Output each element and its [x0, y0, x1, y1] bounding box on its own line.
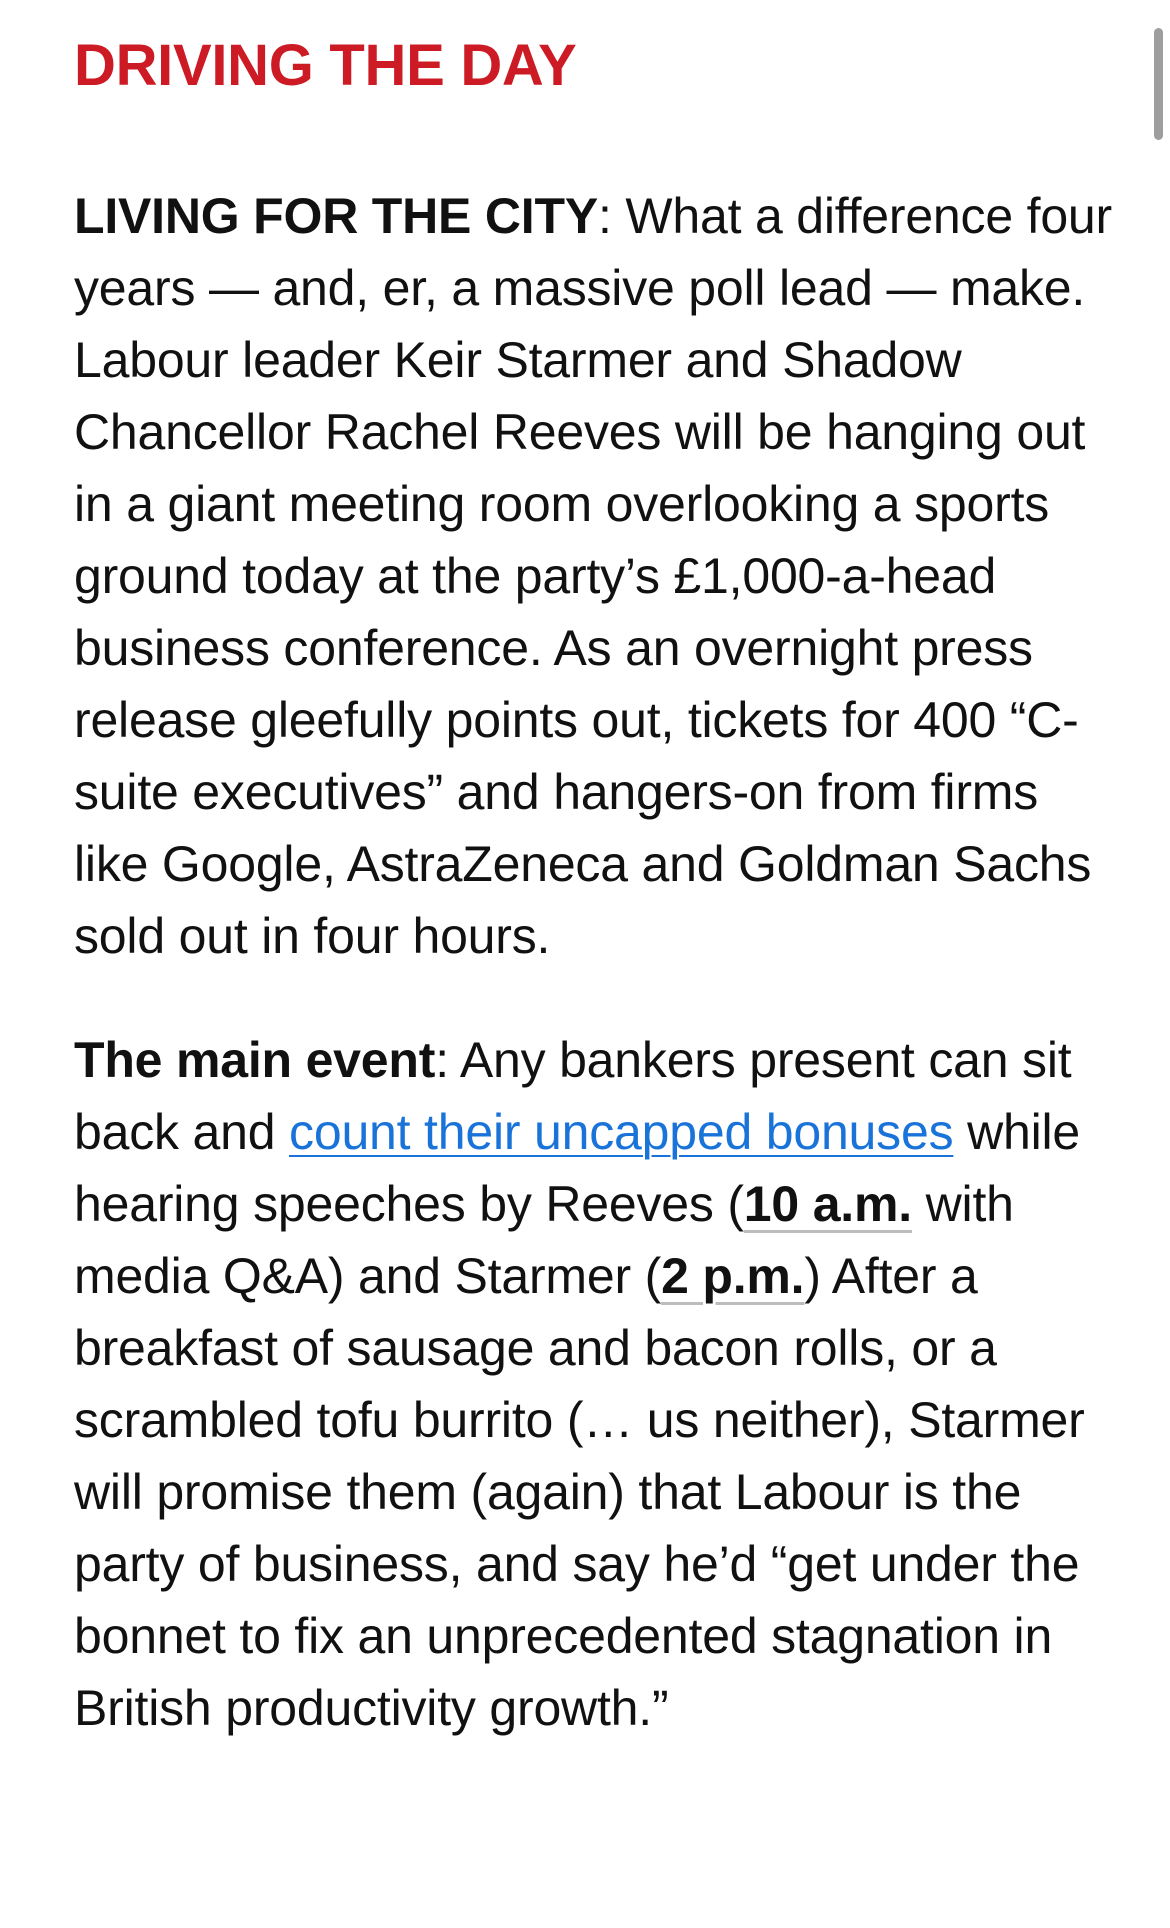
paragraph-living-for-the-city: [74, 180, 1114, 972]
paragraph-lead: The main event: [74, 1032, 436, 1088]
paragraph-main-event: [74, 1024, 1114, 1744]
lead-separator: :: [597, 188, 626, 244]
paragraph-text: What a difference four years — and, er, a massive poll lead — make. Labour leader Keir Starmer and Shadow Chancellor Rachel Reeves will be hanging out in a giant meeting room overlooking a sports ground today at the party’s £1,000-a-head business conference. As an overnight press release gleefully points out, tickets for 400 “C-suite executives” and hangers-on from firms like Google, AstraZeneca and Goldman Sachs sold out in four hours.: [74, 188, 1112, 964]
reeves-speech-time[interactable]: 10 a.m.: [743, 1176, 912, 1232]
starmer-speech-time[interactable]: 2 p.m.: [661, 1248, 805, 1304]
section-heading: DRIVING THE DAY: [74, 33, 577, 98]
paragraph-text: while hearing speeches by Reeves (: [74, 1104, 1081, 1232]
uncapped-bonuses-link[interactable]: count their uncapped bonuses: [289, 1104, 954, 1160]
lead-separator: :: [435, 1032, 460, 1088]
article-page: [74, 24, 1114, 1744]
scrollbar[interactable]: [1152, 28, 1164, 1898]
paragraph-text: Any bankers present can sit back and: [74, 1032, 1072, 1160]
scrollbar-thumb[interactable]: [1154, 28, 1163, 140]
paragraph-text: with media Q&A) and Starmer (: [74, 1176, 1014, 1304]
paragraph-lead: LIVING FOR THE CITY: [74, 188, 598, 244]
paragraph-text: ) After a breakfast of sausage and bacon rolls, or a scrambled tofu burrito (… us neither), Starmer will promise them (again) that Labour is the party of business, and say he’d “get under the bonnet to fix an unprecedented stagnation in British productivity growth.”: [74, 1248, 1085, 1736]
